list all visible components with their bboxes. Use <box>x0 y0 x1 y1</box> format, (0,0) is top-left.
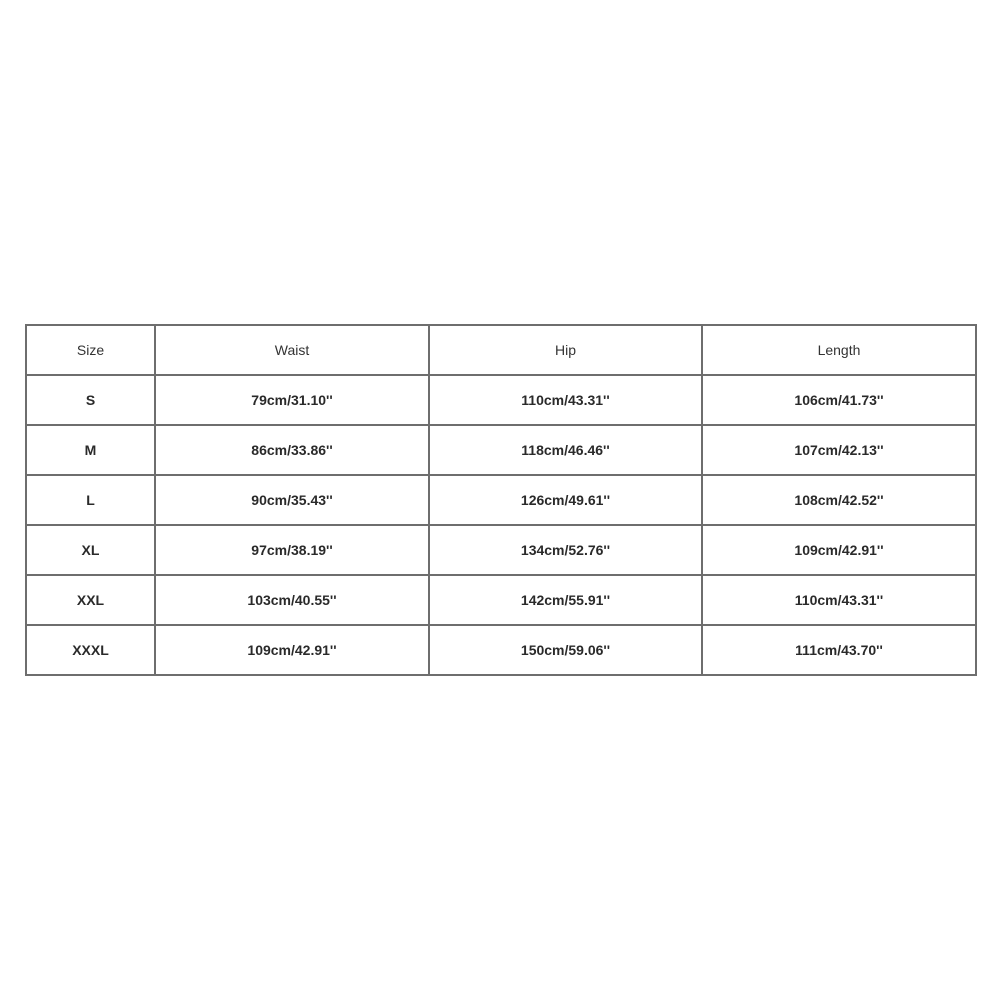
cell-waist: 86cm/33.86'' <box>155 425 429 475</box>
table-row <box>26 425 976 475</box>
header-length: Length <box>702 325 976 375</box>
size-chart-table <box>25 324 977 676</box>
cell-length: 110cm/43.31'' <box>702 575 976 625</box>
cell-length: 108cm/42.52'' <box>702 475 976 525</box>
cell-hip: 126cm/49.61'' <box>429 475 702 525</box>
cell-length: 111cm/43.70'' <box>702 625 976 675</box>
table-header-row <box>26 325 976 375</box>
cell-size: XXL <box>26 575 155 625</box>
table-row <box>26 575 976 625</box>
cell-size: L <box>26 475 155 525</box>
header-hip: Hip <box>429 325 702 375</box>
cell-length: 109cm/42.91'' <box>702 525 976 575</box>
table-row <box>26 475 976 525</box>
cell-length: 106cm/41.73'' <box>702 375 976 425</box>
cell-hip: 118cm/46.46'' <box>429 425 702 475</box>
table-row <box>26 375 976 425</box>
cell-waist: 97cm/38.19'' <box>155 525 429 575</box>
cell-size: XL <box>26 525 155 575</box>
cell-hip: 142cm/55.91'' <box>429 575 702 625</box>
table-row <box>26 525 976 575</box>
header-waist: Waist <box>155 325 429 375</box>
cell-hip: 110cm/43.31'' <box>429 375 702 425</box>
table-row <box>26 625 976 675</box>
cell-waist: 109cm/42.91'' <box>155 625 429 675</box>
header-size: Size <box>26 325 155 375</box>
cell-waist: 90cm/35.43'' <box>155 475 429 525</box>
cell-size: S <box>26 375 155 425</box>
cell-hip: 134cm/52.76'' <box>429 525 702 575</box>
cell-waist: 79cm/31.10'' <box>155 375 429 425</box>
cell-size: M <box>26 425 155 475</box>
cell-waist: 103cm/40.55'' <box>155 575 429 625</box>
cell-length: 107cm/42.13'' <box>702 425 976 475</box>
cell-size: XXXL <box>26 625 155 675</box>
cell-hip: 150cm/59.06'' <box>429 625 702 675</box>
